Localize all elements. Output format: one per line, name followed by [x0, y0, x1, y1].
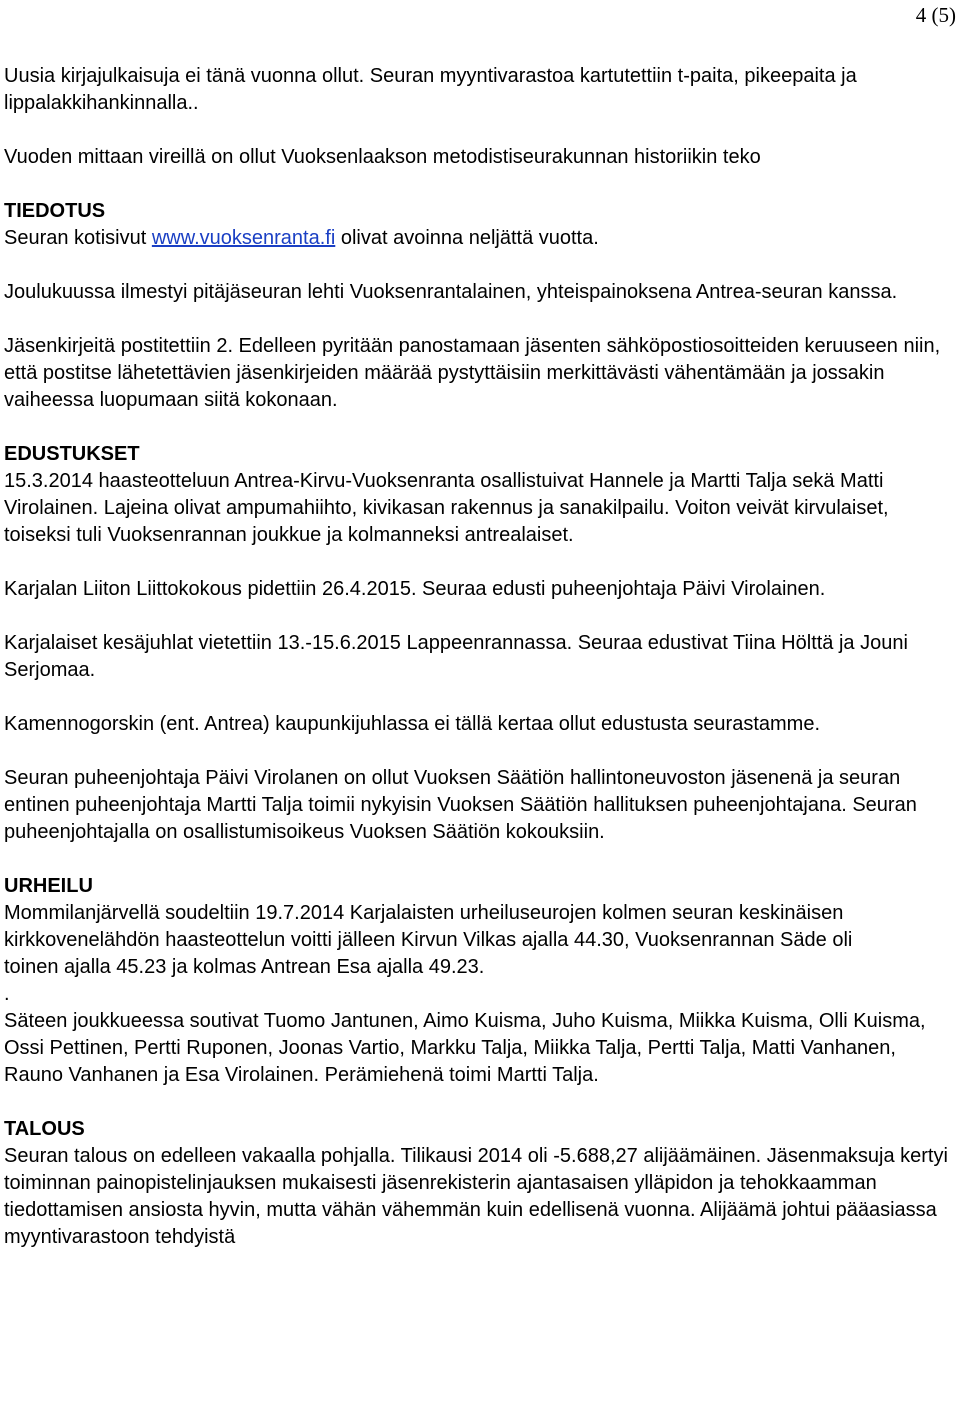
section-heading-urheilu: URHEILU	[4, 875, 93, 897]
paragraph-newsletter: Joulukuussa ilmestyi pitäjäseuran lehti Vuoksenrantalainen, yhteispainoksena Antrea-seuran kanssa.	[4, 281, 898, 303]
paragraph-member-letters: Jäsenkirjeitä postitettiin 2. Edelleen pyritään panostamaan jäsenten sähköpostiosoitteiden keruuseen niin, että postitse lähetettävien jäsenkirjeiden määrää pystyttäisiin merkittävästi vähentämään ja jossakin vaiheessa luopumaan siitä kokonaan.	[4, 335, 941, 411]
paragraph-challenge-match: 15.3.2014 haasteotteluun Antrea-Kirvu-Vuoksenranta osallistuivat Hannele ja Martti Talja sekä Matti Virolainen. Lajeina olivat ampumahiihto, kivikasan rakennus ja sanakilpailu. Voiton veivät kirvulaiset, toiseksi tuli Vuoksenrannan joukkue ja kolmanneksi antrealaiset.	[4, 470, 889, 546]
paragraph-finances: Seuran talous on edelleen vakaalla pohjalla. Tilikausi 2014 oli -5.688,27 alijäämäinen. Jäsenmaksuja kertyi toiminnan painopistelinjauksen mukaisesti jäsenrekisterin ajantasaisen ylläpidon ja tehokkaamman tiedottamisen ansiosta hyvin, mutta vähän vähemmän kuin edellisenä vuonna. Alijäämä johtui pääasiassa myyntivarastoon tehdyistä	[4, 1145, 948, 1248]
paragraph-vuoksen-saatio: Seuran puheenjohtaja Päivi Virolanen on ollut Vuoksen Säätiön hallintoneuvoston jäsenenä ja seuran entinen puheenjohtaja Martti Talja toimii nykyisin Vuoksen Säätiön hallituksen puheenjohtajana. Seuran puheenjohtajalla on osallistumisoikeus Vuoksen Säätiön kokouksiin.	[4, 767, 917, 843]
paragraph-summer-festival: Karjalaiset kesäjuhlat vietettiin 13.-15.6.2015 Lappeenrannassa. Seuraa edustivat Tiina Hölttä ja Jouni Serjomaa.	[4, 632, 908, 681]
paragraph-karjalan-liitto: Karjalan Liiton Liittokokous pidettiin 26.4.2015. Seuraa edusti puheenjohtaja Päivi Virolainen.	[4, 578, 826, 600]
paragraph-publications: Uusia kirjajulkaisuja ei tänä vuonna ollut. Seuran myyntivarastoa kartutettiin t-paita, pikeepaita ja lippalakkihankinnalla..	[4, 65, 857, 114]
section-heading-tiedotus: TIEDOTUS	[4, 200, 106, 222]
document-body	[4, 63, 954, 1251]
paragraph-rowing-team: Säteen joukkueessa soutivat Tuomo Jantunen, Aimo Kuisma, Juho Kuisma, Miikka Kuisma, Olli Kuisma, Ossi Pettinen, Pertti Ruponen, Joonas Vartio, Markku Talja, Miikka Talja, Pertti Talja, Matti Vanhanen, Rauno Vanhanen ja Esa Virolainen. Perämiehenä toimi Martti Talja.	[4, 1010, 926, 1086]
website-link[interactable]: www.vuoksenranta.fi	[151, 227, 336, 249]
paragraph-rowing-race: Mommilanjärvellä soudeltiin 19.7.2014 Karjalaisten urheiluseurojen kolmen seuran keskinäisen kirkkovenelähdön haasteottelun voitti jälleen Kirvun Vilkas ajalla 44.30, Vuoksenrannan Säde oli toinen ajalla 45.23 ja kolmas Antrean Esa ajalla 49.23.	[4, 902, 853, 978]
paragraph-website: Seuran kotisivut www.vuoksenranta.fi olivat avoinna neljättä vuotta.	[4, 227, 599, 249]
paragraph-dot: .	[4, 983, 10, 1005]
paragraph-kamennogorsk: Kamennogorskin (ent. Antrea) kaupunkijuhlassa ei tällä kertaa ollut edustusta seurastamme.	[4, 713, 821, 735]
section-heading-talous: TALOUS	[4, 1118, 85, 1140]
section-heading-edustukset: EDUSTUKSET	[4, 443, 140, 465]
paragraph-history: Vuoden mittaan vireillä on ollut Vuoksenlaakson metodistiseurakunnan historiikin teko	[4, 146, 761, 168]
page-number: 4 (5)	[915, 3, 956, 27]
